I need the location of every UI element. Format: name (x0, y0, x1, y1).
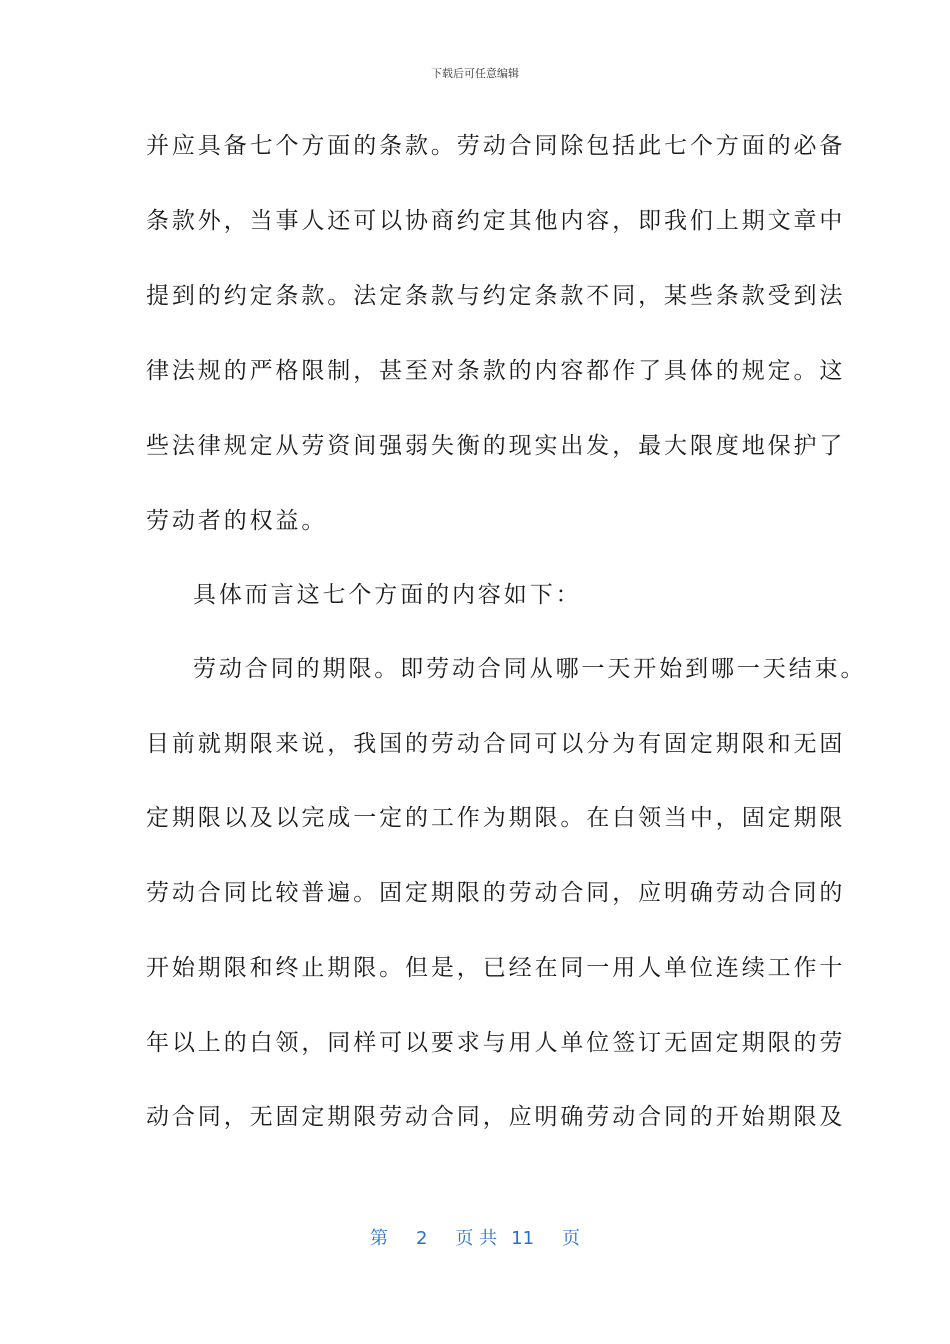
current-page-number: 2 (415, 1228, 428, 1249)
paragraph-line: 目前就期限来说，我国的劳动合同可以分为有固定期限和无固 (146, 731, 846, 757)
paragraph-line: 并应具备七个方面的条款。劳动合同除包括此七个方面的必备 (146, 133, 846, 159)
total-pages-number: 11 (511, 1228, 535, 1249)
footer-suffix: 页 (562, 1228, 581, 1249)
paragraph-line: 动合同，无固定期限劳动合同，应明确劳动合同的开始期限及 (146, 1104, 846, 1130)
footer-middle: 页 共 (455, 1228, 498, 1249)
paragraph-line: 些法律规定从劳资间强弱失衡的现实出发，最大限度地保护了 (146, 433, 846, 459)
paragraph-line: 劳动者的权益。 (146, 508, 328, 534)
paragraph-line: 条款外，当事人还可以协商约定其他内容，即我们上期文章中 (146, 208, 846, 234)
paragraph-line: 劳动合同的期限。即劳动合同从哪一天开始到哪一天结束。 (193, 656, 867, 682)
paragraph-line: 提到的约定条款。法定条款与约定条款不同，某些条款受到法 (146, 283, 846, 309)
footer-prefix: 第 (369, 1228, 388, 1249)
page-number-footer (0, 1226, 950, 1252)
paragraph-line: 劳动合同比较普遍。固定期限的劳动合同，应明确劳动合同的 (146, 880, 846, 906)
page-header: 下载后可任意编辑 (431, 67, 519, 80)
paragraph-line: 年以上的白领，同样可以要求与用人单位签订无固定期限的劳 (146, 1030, 846, 1056)
paragraph-line: 具体而言这七个方面的内容如下： (193, 582, 582, 608)
paragraph-line: 开始期限和终止期限。但是，已经在同一用人单位连续工作十 (146, 955, 846, 981)
paragraph-line: 律法规的严格限制，甚至对条款的内容都作了具体的规定。这 (146, 358, 846, 384)
paragraph-line: 定期限以及以完成一定的工作为期限。在白领当中，固定期限 (146, 805, 846, 831)
